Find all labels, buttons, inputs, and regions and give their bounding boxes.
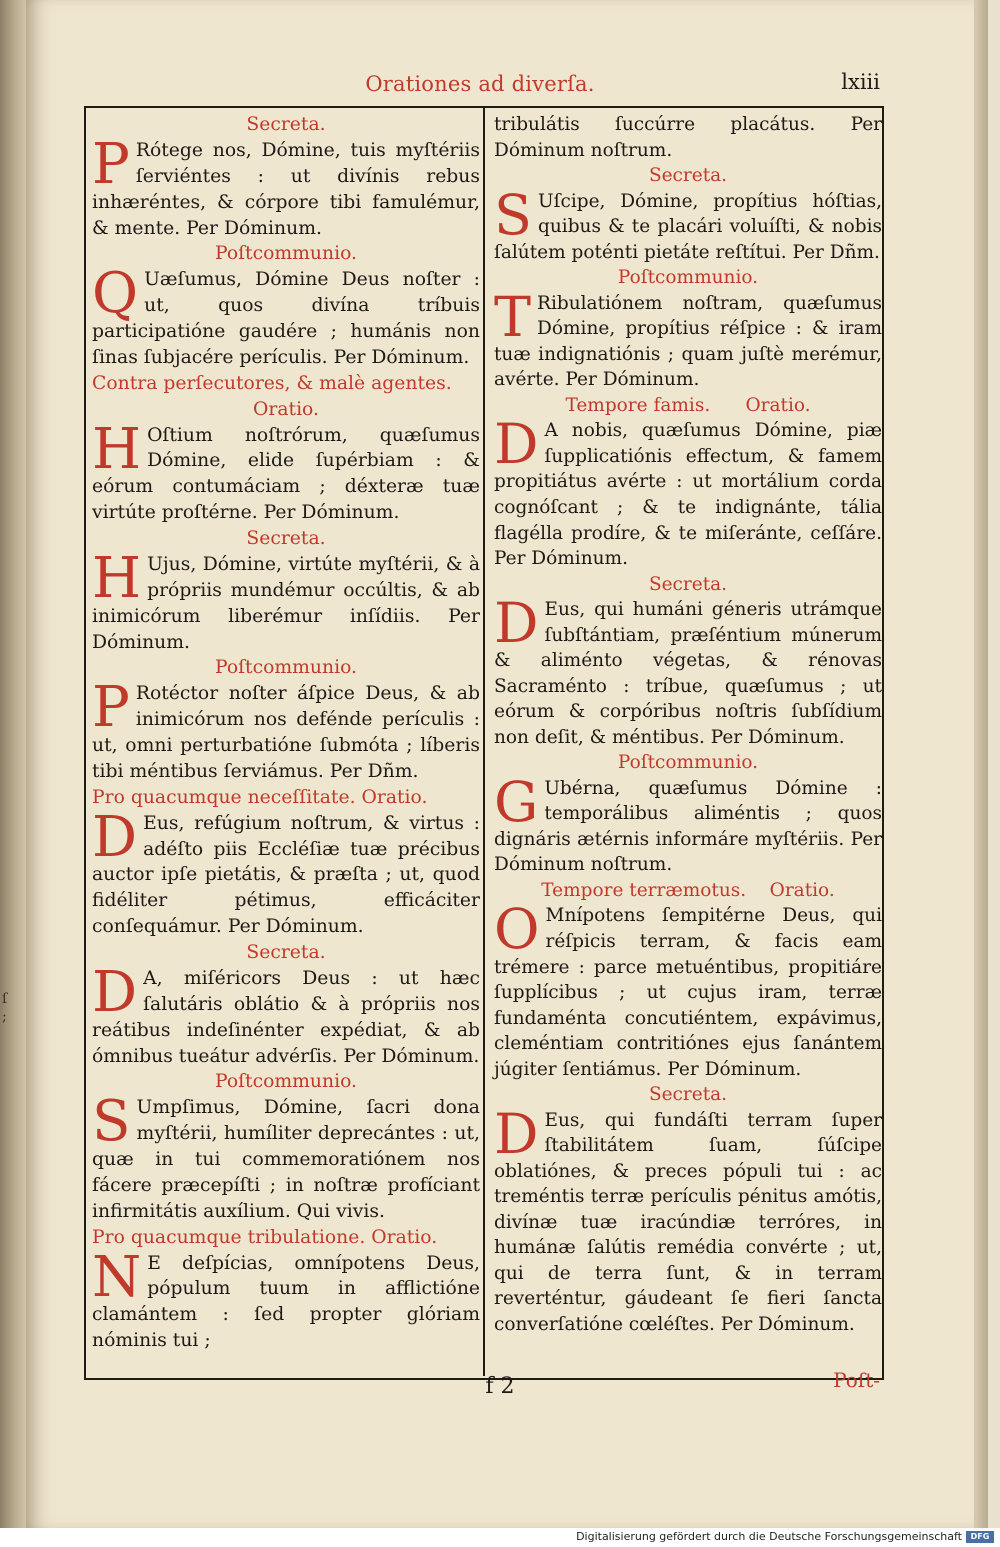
prayer-text (92, 261, 480, 371)
block (92, 1225, 480, 1354)
section-heading: Pro quacumque neceſſitate. Oratio. (92, 786, 428, 808)
column-rule (483, 108, 485, 1376)
drop-initial: N (92, 1244, 142, 1310)
rubric: Poſtcommunio. (214, 1071, 358, 1093)
section-heading: Contra perſecutores, & malè agentes. (92, 372, 452, 394)
prayer-text (92, 545, 480, 656)
prayer-text (494, 591, 882, 750)
drop-initial: S (494, 182, 533, 248)
drop-initial: S (92, 1089, 131, 1155)
block (494, 750, 882, 878)
block (92, 371, 480, 526)
prayer-body: Rotéctor noſter áſpice Deus, & ab inimicórum nos defénde perículis : ut, omni perturbatióne ſubmóta ; líberis tibi méntibus ſerviámus. Per Dñm. (92, 683, 480, 782)
prayer-body: Umpſimus, Dómine, ſacri dona myſtérii, humíliter deprecántes : ut, quæ in tui commemoratiónem nos fácere præcepíſti ; in noſtræ profíciant infirmitátis auxílium. Qui vivis. (92, 1097, 480, 1222)
drop-initial: D (494, 591, 539, 657)
prayer-body: Ujus, Dómine, virtúte myſtérii, & à própriis mundémur occúltis, & ab inimicórum liberémur inſídiis. Per Dóminum. (92, 553, 480, 653)
folio-number: lxiii (841, 70, 880, 94)
page-edge (974, 0, 988, 1528)
block (92, 1069, 480, 1224)
prayer-body: Mnípotens ſempitérne Deus, qui réſpicis terram, & facis eam trémere : parce metuéntibus, propitiáre ſupplícibus ; ut cujus iram, terræ fundaménta concutiéntem, expávimus, cleméntiam contritiónes ejus ſanántem júgiter ſentiámus. Per Dóminum. (494, 905, 882, 1080)
prayer-body: Uſcipe, Dómine, propítius hóſtias, quibus & te placári voluíſti, & nobis ſalútem poténti pietáte reſtítui. Per Dñm. (494, 190, 882, 263)
prayer-body: Oſtium noſtrórum, quæſumus Dómine, elide ſupérbiam : & eórum contumáciam ; déxteræ tuæ virtúte proſtérne. Per Dóminum. (92, 424, 480, 524)
rubric: Secreta. (648, 573, 728, 595)
drop-initial: H (92, 545, 142, 611)
rubric: Secreta. (648, 1084, 728, 1106)
rubric: Oratio. (253, 398, 319, 420)
block (92, 112, 480, 241)
block (92, 526, 480, 655)
prayer-text (494, 897, 882, 1082)
prayer-body: A, miſéricors Deus : ut hæc ſalutáris oblátio & à própriis nos reátibus indeſinénter expédiat, & ab ómnibus tueátur advérſis. Per Dóminum. (92, 967, 480, 1067)
prayer-text (494, 1101, 882, 1338)
block (494, 163, 882, 265)
prayer-text (92, 804, 480, 940)
prayer-text (92, 675, 480, 785)
drop-initial: D (494, 412, 539, 478)
prayer-text (92, 1089, 480, 1224)
digitization-credit-bar (0, 1528, 1000, 1547)
drop-initial: D (92, 804, 138, 870)
section-heading: Tempore terræmotus. Oratio. (541, 879, 835, 901)
drop-initial: H (92, 416, 142, 482)
rubric: Poſtcommunio. (617, 752, 759, 774)
prayer-text (92, 416, 480, 527)
rubric: Poſtcommunio. (214, 243, 358, 265)
rubric: Secreta. (246, 114, 326, 135)
prayer-text (494, 769, 882, 878)
block (494, 265, 882, 393)
right-column (494, 112, 882, 1338)
block (92, 940, 480, 1069)
left-column (92, 112, 480, 1354)
drop-initial: O (494, 897, 540, 963)
block (494, 1082, 882, 1337)
section-heading: Tempore famis. Oratio. (565, 394, 811, 416)
rubric: Poſtcommunio. (617, 267, 759, 289)
running-head: Orationes ad diverſa. (365, 72, 595, 96)
section-heading: Pro quacumque tribulatione. Oratio. (92, 1226, 438, 1248)
block (92, 655, 480, 784)
gutter-fragment-text: ſ ; (2, 991, 8, 1025)
prayer-text (92, 131, 480, 242)
prayer-text (92, 1244, 480, 1355)
drop-initial: P (92, 131, 130, 197)
prayer-body: Ubérna, quæſumus Dómine : temporálibus aliméntis ; quos dignáris ætérnis informáre myſtériis. Per Dóminum noſtrum. (494, 777, 882, 876)
catchword: Poſt- (833, 1368, 880, 1392)
block (494, 572, 882, 751)
block (494, 112, 882, 163)
drop-initial: T (494, 284, 532, 350)
drop-initial: G (494, 769, 539, 835)
drop-initial: D (92, 959, 138, 1025)
block (92, 785, 480, 940)
prayer-body: Eus, qui humáni géneris utrámque ſubſtántiam, præſéntium múnerum & aliménto végetas, & rénovas Sacraménto : tríbue, quæſumus ; ut eórum & corpóribus noſtris ſubſídium non deſit, & méntibus. Per Dóminum. (494, 599, 882, 748)
drop-initial: D (494, 1101, 539, 1167)
prayer-text (92, 959, 480, 1070)
drop-initial: P (92, 675, 130, 741)
dfg-logo: DFG (966, 1531, 994, 1543)
prayer-body: Eus, qui fundáſti terram ſuper ſtabilitátem ſuam, ſúſcipe oblatiónes, & preces pópuli tui : ac treméntis terræ perículis pénitus amótis, divínæ tuæ iracúndiæ terróres, in humánæ ſalútis remédia convérte ; ut, qui de terra ſunt, & in terram reverténtur, gáudeant ſe fieri ſancta converſatióne cœléſtes. Per Dóminum. (494, 1109, 882, 1335)
prayer-body: Eus, refúgium noſtrum, & virtus : adéſto piis Eccléſiæ tuæ précibus auctor ipſe pietátis, & præſta ; ut, quod fidéliter pétimus, efficáciter conſequámur. Per Dóminum. (92, 812, 480, 938)
prayer-body: Rótege nos, Dómine, tuis myſtériis ſerviéntes : ut divínis rebus inhæréntes, & córpore tibi famulémur, & mente. Per Dóminum. (92, 139, 480, 239)
prayer-text (494, 284, 882, 393)
rubric: Secreta. (246, 528, 326, 549)
block (494, 878, 882, 1082)
rubric: Secreta. (648, 165, 728, 187)
prayer-body: Ribulatiónem noſtram, quæſumus Dómine, propítius réſpice : & iram tuæ indignatiónis ; quam juſtè merémur, avérte. Per Dóminum. (494, 292, 882, 391)
prayer-body: E deſpícias, omnípotens Deus, pópulum tuum in afflictióne clamántem : ſed propter glóriam nóminis tui ; (92, 1252, 480, 1352)
rubric: Poſtcommunio. (214, 657, 358, 679)
prayer-body: tribulátis ſuccúrre placátus. Per Dóminum noſtrum. (494, 114, 882, 161)
rubric: Secreta. (246, 942, 326, 963)
drop-initial: Q (92, 261, 139, 327)
prayer-text (494, 112, 882, 163)
block (494, 393, 882, 572)
signature-mark: f 2 (485, 1374, 515, 1399)
prayer-body: A nobis, quæſumus Dómine, piæ ſupplicatiónis effectum, & famem propitiátus avérte : ut mortálium corda cognóſcant ; & te indignánte, tália flagélla prodíre, & te miſeránte, ceſſáre. Per Dóminum. (494, 420, 882, 570)
block (92, 241, 480, 370)
prayer-body: Uæſumus, Dómine Deus noſter : ut, quos divína tríbuis participatióne gaudére ; humánis non ſinas ſubjacére perículis. Per Dóminum. (92, 269, 480, 368)
credit-text: Digitalisierung gefördert durch die Deutsche Forschungsgemeinschaft (576, 1530, 962, 1543)
prayer-text (494, 412, 882, 571)
prayer-text (494, 182, 882, 266)
